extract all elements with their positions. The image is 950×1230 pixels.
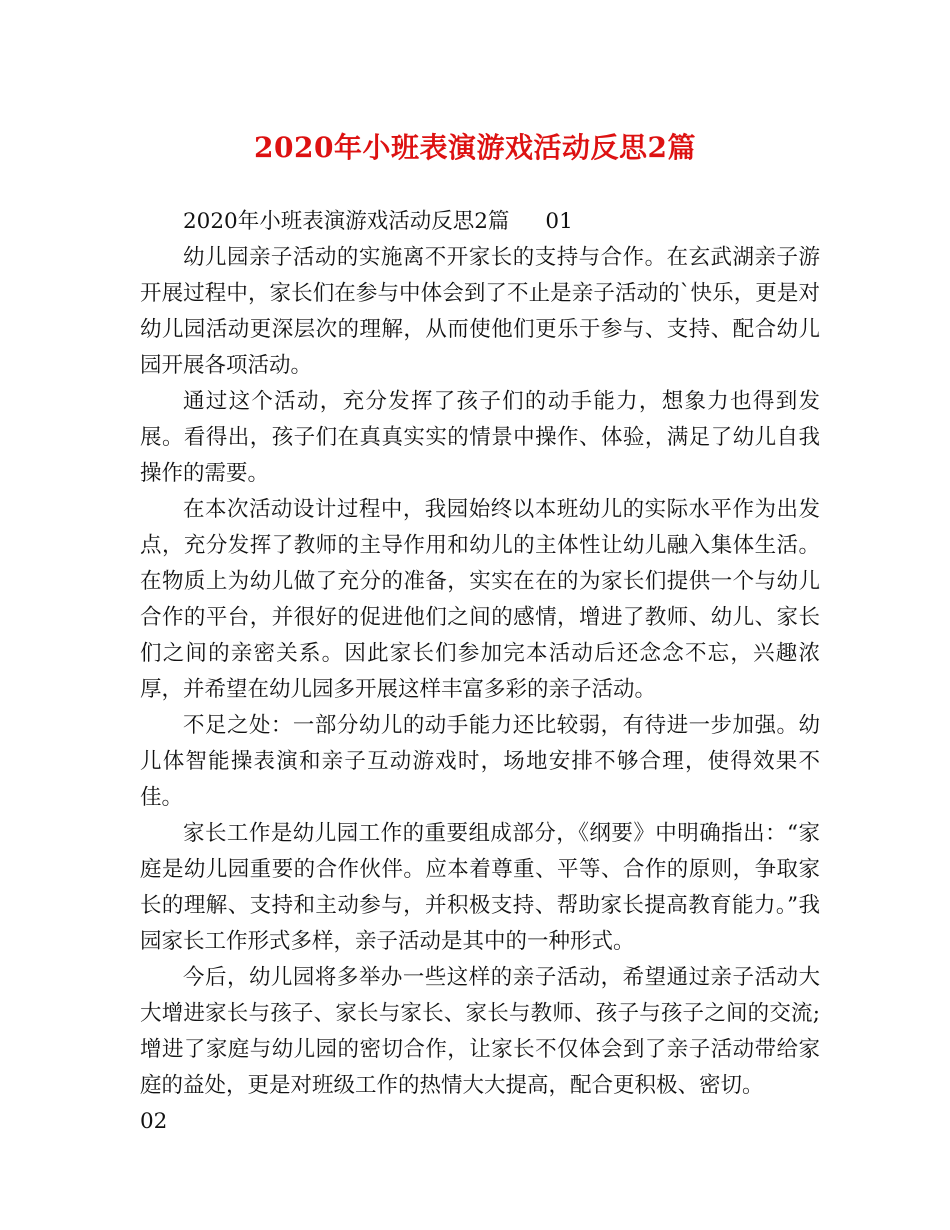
paragraph-3: 在本次活动设计过程中，我园始终以本班幼儿的实际水平作为出发点，充分发挥了教师的主导作用和幼儿的主体性让幼儿融入集体生活。在物质上为幼儿做了充分的准备，实实在在的为家长们提供一个与幼儿合作的平台，并很好的促进他们之间的感情，增进了教师、幼儿、家长们之间的亲密关系。因此家长们参加完本活动后还念念不忘，兴趣浓厚，并希望在幼儿园多开展这样丰富多彩的亲子活动。 [140,497,820,702]
section-1-number: 01 [545,209,573,234]
paragraph-5: 家长工作是幼儿园工作的重要组成部分，《纲要》中明确指出：“家庭是幼儿园重要的合作伙伴。应本着尊重、平等、合作的原则，争取家长的理解、支持和主动参与，并积极支持、帮助家长提高教育能力。”我园家长工作形式多样，亲子活动是其中的一种形式。 [140,821,820,954]
paragraph-6: 今后，幼儿园将多举办一些这样的亲子活动，希望通过亲子活动大大增进家长与孩子、家长与家长、家长与教师、孩子与孩子之间的交流;增进了家庭与幼儿园的密切合作，让家长不仅体会到了亲子活动带给家庭的益处，更是对班级工作的热情大大提高，配合更积极、密切。 [140,965,820,1098]
paragraph-1: 幼儿园亲子活动的实施离不开家长的支持与合作。在玄武湖亲子游开展过程中，家长们在参与中体会到了不止是亲子活动的`快乐，更是对幼儿园活动更深层次的理解，从而使他们更乐于参与、支持、配合幼儿园开展各项活动。 [140,245,820,378]
document-title: 2020年小班表演游戏活动反思2篇 [254,131,696,164]
paragraph-4: 不足之处：一部分幼儿的动手能力还比较弱，有待进一步加强。幼儿体智能操表演和亲子互动游戏时，场地安排不够合理，使得效果不佳。 [140,713,820,810]
section-2-number: 02 [140,1109,168,1134]
section-1-heading-line [140,204,820,240]
section-1-heading: 2020年小班表演游戏活动反思2篇 [183,209,510,234]
paragraph-2: 通过这个活动，充分发挥了孩子们的动手能力，想象力也得到发展。看得出，孩子们在真真实实的情景中操作、体验，满足了幼儿自我操作的需要。 [140,389,820,486]
document-body [140,204,820,1140]
